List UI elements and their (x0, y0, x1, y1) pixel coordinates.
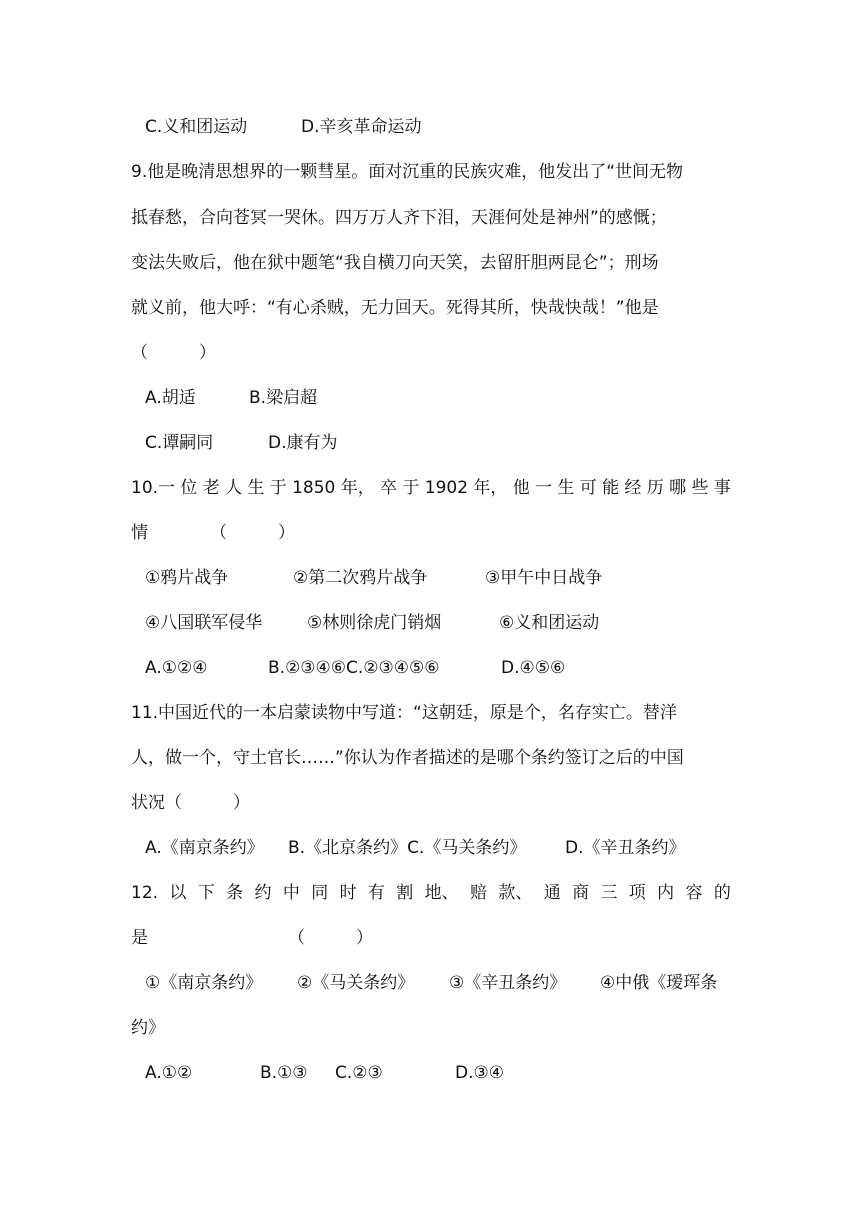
q10-item-2: ②第二次鸦片战争 (293, 568, 428, 588)
q10-text-part: 人 (225, 478, 243, 498)
q9-option-d: D.康有为 (268, 433, 338, 453)
q12-item-2: ②《马关条约》 (297, 973, 415, 993)
q10-text-part: 于 (269, 478, 287, 498)
q12-text-part: 通 (543, 883, 561, 903)
q10-text-part: 年， (340, 478, 375, 498)
q10-text-part: 些 (691, 478, 709, 498)
q10-line-2-word: 情 (131, 523, 148, 543)
q10-text-part: 10.一 (131, 478, 176, 498)
q10-text-part: 经 (624, 478, 642, 498)
q10-item-3: ③甲午中日战争 (485, 568, 603, 588)
q12-text-part: 12. (131, 883, 159, 903)
q12-text-part: 中 (282, 883, 300, 903)
q12-text-part: 内 (657, 883, 675, 903)
q10-text-part: 生 (247, 478, 265, 498)
q12-option-a: A.①② (145, 1063, 193, 1083)
q12-option-b: B.①③ (260, 1063, 308, 1083)
q12-text-part: 以 (169, 883, 187, 903)
q10-line-1 (131, 476, 731, 500)
q12-text-part: 款、 (498, 883, 533, 903)
q12-text-part: 时 (339, 883, 357, 903)
q8-option-c: C.义和团运动 (145, 117, 248, 137)
q10-text-part: 于 (402, 478, 420, 498)
q9-line-4: 就义前，他大呼：“有心杀贼，无力回天。死得其所，快哉快哉！”他是 (131, 298, 659, 318)
q12-line-2-word: 是 (131, 928, 148, 948)
q9-option-a: A.胡适 (145, 388, 196, 408)
q10-item-4: ④八国联军侵华 (145, 613, 263, 633)
q12-text-part: 赔 (470, 883, 487, 903)
q12-text-part: 有 (367, 883, 385, 903)
q12-line-1 (131, 881, 731, 905)
q12-item-4: ④中俄《瑷珲条 (600, 973, 718, 993)
q12-option-d: D.③④ (455, 1063, 504, 1083)
q10-item-5: ⑤林则徐虎门销烟 (307, 613, 442, 633)
q12-text-part: 条 (226, 883, 244, 903)
q10-text-part: 哪 (669, 478, 687, 498)
q10-item-1: ①鸦片战争 (145, 568, 229, 588)
q10-item-6: ⑥义和团运动 (499, 613, 600, 633)
q10-option-bc: B.②③④⑥C.②③④⑤⑥ (268, 658, 440, 678)
q9-line-2: 抵春愁，合向苍冥一哭休。四万万人齐下泪，天涯何处是神州”的感慨； (131, 208, 667, 228)
q10-text-part: 他 (512, 478, 530, 498)
q12-text-part: 项 (628, 883, 646, 903)
q12-text-part: 商 (572, 883, 590, 903)
q10-text-part: 事 (713, 478, 731, 498)
q9-line-1: 9.他是晚清思想界的一颗彗星。面对沉重的民族灾难，他发出了“世间无物 (131, 162, 684, 182)
q9-answer-paren: （ ） (131, 343, 216, 363)
q10-text-part: 卒 (380, 478, 398, 498)
q9-line-3: 变法失败后，他在狱中题笔“我自横刀向天笑，去留肝胆两昆仑”；刑场 (131, 253, 659, 273)
q9-option-b: B.梁启超 (249, 388, 318, 408)
q12-text-part: 割 (396, 883, 414, 903)
q10-text-part: 可 (579, 478, 597, 498)
q10-text-part: 老 (202, 478, 220, 498)
q12-text-part: 下 (197, 883, 215, 903)
q11-line-2: 人，做一个，守土官长……”你认为作者描述的是哪个条约签订之后的中国 (131, 748, 684, 768)
q10-text-part: 历 (646, 478, 664, 498)
q12-item-1: ①《南京条约》 (145, 973, 263, 993)
q10-text-part: 一 (535, 478, 553, 498)
q8-option-d: D.辛亥革命运动 (301, 117, 422, 137)
q12-text-part: 三 (600, 883, 618, 903)
q11-option-bc: B.《北京条约》C.《马关条约》 (288, 838, 527, 858)
q12-option-c: C.②③ (335, 1063, 383, 1083)
q10-text-part: 1850 (292, 478, 336, 498)
q12-text-part: 约 (254, 883, 272, 903)
q9-option-c: C.谭嗣同 (145, 433, 214, 453)
q10-option-a: A.①②④ (145, 658, 208, 678)
q12-text-part: 的 (713, 883, 731, 903)
q11-option-d: D.《辛丑条约》 (565, 838, 686, 858)
q12-answer-paren: （ ） (288, 928, 373, 948)
q12-item-4-continued: 约》 (131, 1018, 165, 1038)
q10-text-part: 年， (473, 478, 508, 498)
q10-option-d: D.④⑤⑥ (501, 658, 566, 678)
q12-text-part: 地、 (424, 883, 459, 903)
q10-text-part: 生 (557, 478, 575, 498)
q10-answer-paren: （ ） (210, 523, 295, 543)
q10-text-part: 1902 (424, 478, 469, 498)
q10-text-part: 能 (602, 478, 620, 498)
q11-line-3: 状况（ ） (131, 793, 250, 813)
q12-text-part: 同 (311, 883, 329, 903)
q12-text-part: 容 (685, 883, 703, 903)
q11-option-a: A.《南京条约》 (145, 838, 264, 858)
q12-item-3: ③《辛丑条约》 (449, 973, 567, 993)
q10-text-part: 位 (180, 478, 198, 498)
q11-line-1: 11.中国近代的一本启蒙读物中写道：“这朝廷，原是个，名存实亡。替洋 (131, 703, 677, 723)
